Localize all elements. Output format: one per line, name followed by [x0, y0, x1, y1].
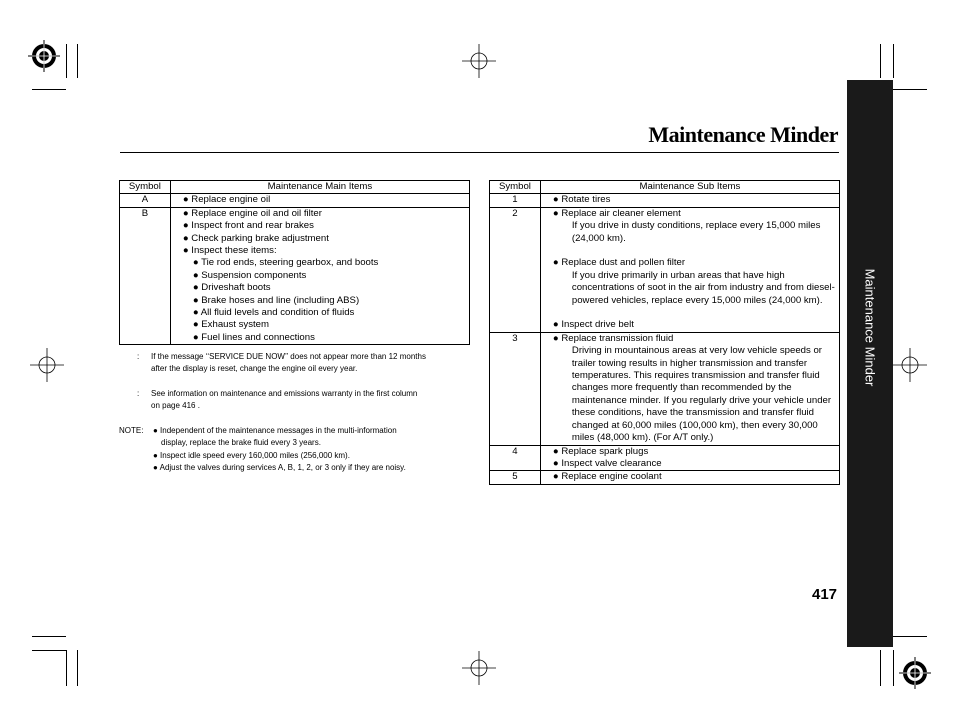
list-item: ● Check parking brake adjustment [182, 232, 329, 244]
footnote-oil-text [151, 351, 426, 376]
symbol-cell: 5 [490, 471, 541, 484]
list-item: ● Replace engine oil and oil filter [182, 207, 322, 219]
footnote-page-link[interactable]: on page 416 . [151, 401, 200, 411]
list-item: ● Replace air cleaner element [552, 207, 681, 219]
list-item: ● Exhaust system [192, 319, 270, 331]
page-number: 417 [812, 586, 838, 603]
footnote-warranty-text [151, 388, 417, 413]
footnote-warranty [137, 388, 139, 400]
table-header-row [490, 181, 840, 194]
items-cell [170, 207, 469, 344]
footnote-line: See information on maintenance and emissions warranty in the first column [151, 389, 418, 398]
symbol-cell: 1 [490, 194, 541, 207]
list-item: ● Replace engine coolant [552, 471, 662, 483]
symbol-cell: 2 [490, 207, 541, 332]
crosshair-left-icon [30, 348, 64, 382]
items-cell [540, 445, 839, 471]
main-items-table [119, 180, 470, 345]
items-cell [540, 471, 839, 484]
registration-target-top-left-icon [28, 40, 60, 72]
table-header-row [120, 181, 470, 194]
footnote-line: after the display is reset, change the engine oil every year. [151, 364, 358, 374]
note-item-continued: display, replace the brake fluid every 3 years. [161, 438, 321, 448]
table-row [490, 332, 840, 445]
sub-items-table [489, 180, 840, 485]
spacer [541, 307, 839, 319]
symbol-cell: B [120, 207, 171, 344]
note-item: ● Adjust the valves during services A, B, 1, 2, or 3 only if they are noisy. [153, 462, 406, 472]
symbol-cell: 3 [490, 332, 541, 445]
table-row [120, 194, 470, 207]
column-header-symbol: Symbol [120, 181, 171, 194]
list-item: ● Replace transmission fluid [552, 332, 674, 344]
note-label: NOTE: [119, 426, 144, 435]
table-row [490, 194, 840, 207]
list-item: ● Replace spark plugs [552, 445, 649, 457]
list-item: ● Inspect drive belt [552, 319, 634, 331]
list-item: ● Inspect front and rear brakes [182, 220, 314, 232]
list-item: ● Tie rod ends, steering gearbox, and boots [192, 257, 379, 269]
column-header-main-items: Maintenance Main Items [170, 181, 469, 194]
notes-list [153, 425, 406, 474]
table-row [490, 445, 840, 471]
list-item: ● Inspect these items: [182, 245, 277, 257]
list-item: ● All fluid levels and condition of fluids [192, 307, 355, 319]
crosshair-bottom-icon [462, 651, 496, 685]
table-row [490, 207, 840, 332]
list-item: ● Replace dust and pollen filter [552, 257, 686, 269]
list-item: ● Replace engine oil [182, 194, 271, 206]
symbol-cell: 4 [490, 445, 541, 471]
list-item: ● Suspension components [192, 269, 307, 281]
column-header-symbol: Symbol [490, 181, 541, 194]
footnote-marker: : [137, 389, 140, 398]
title-rule [120, 152, 839, 153]
footnote-oil [137, 351, 139, 363]
spacer [541, 245, 839, 257]
items-cell [540, 194, 839, 207]
crosshair-right-icon [893, 348, 927, 382]
items-cell [170, 194, 469, 207]
item-description: Driving in mountainous areas at very low vehicle speeds or trailer towing results in higher transmission and transfer temperatures. This requires transmission and transfer fluid changes more frequently than recommended by the maintenance minder. If you regularly drive your vehicle under these conditions, have the transmission and transfer fluid changed at 60,000 miles (100,000 km), then every 30,000 miles (48,000 km). (For A/T only.) [571, 345, 832, 444]
side-tab-label: Maintenance Minder [862, 268, 878, 387]
list-item: ● Brake hoses and line (including ABS) [192, 294, 360, 306]
footnote-line: If the message ‘‘SERVICE DUE NOW’’ does not appear more than 12 months [151, 352, 426, 361]
column-header-sub-items: Maintenance Sub Items [540, 181, 839, 194]
list-item: ● Fuel lines and connections [192, 331, 315, 343]
footnote-marker: : [137, 352, 140, 361]
items-cell [540, 207, 839, 332]
note-item: ● Independent of the maintenance messages in the multi-information [153, 426, 397, 435]
item-description: If you drive in dusty conditions, replace every 15,000 miles (24,000 km). [571, 220, 821, 244]
symbol-cell: A [120, 194, 171, 207]
list-item: ● Rotate tires [552, 194, 611, 206]
table-row [490, 471, 840, 484]
page-title: Maintenance Minder [648, 122, 838, 147]
registration-target-bottom-right-icon [899, 657, 931, 689]
list-item: ● Inspect valve clearance [552, 457, 662, 469]
crosshair-top-icon [462, 44, 496, 78]
item-description: If you drive primarily in urban areas that have high concentrations of soot in the air from industry and from diesel-powered vehicles, replace every 15,000 miles (24,000 km). [571, 269, 835, 306]
table-row [120, 207, 470, 344]
items-cell [540, 332, 839, 445]
note-item: ● Inspect idle speed every 160,000 miles (256,000 km). [153, 450, 350, 460]
list-item: ● Driveshaft boots [192, 282, 271, 294]
